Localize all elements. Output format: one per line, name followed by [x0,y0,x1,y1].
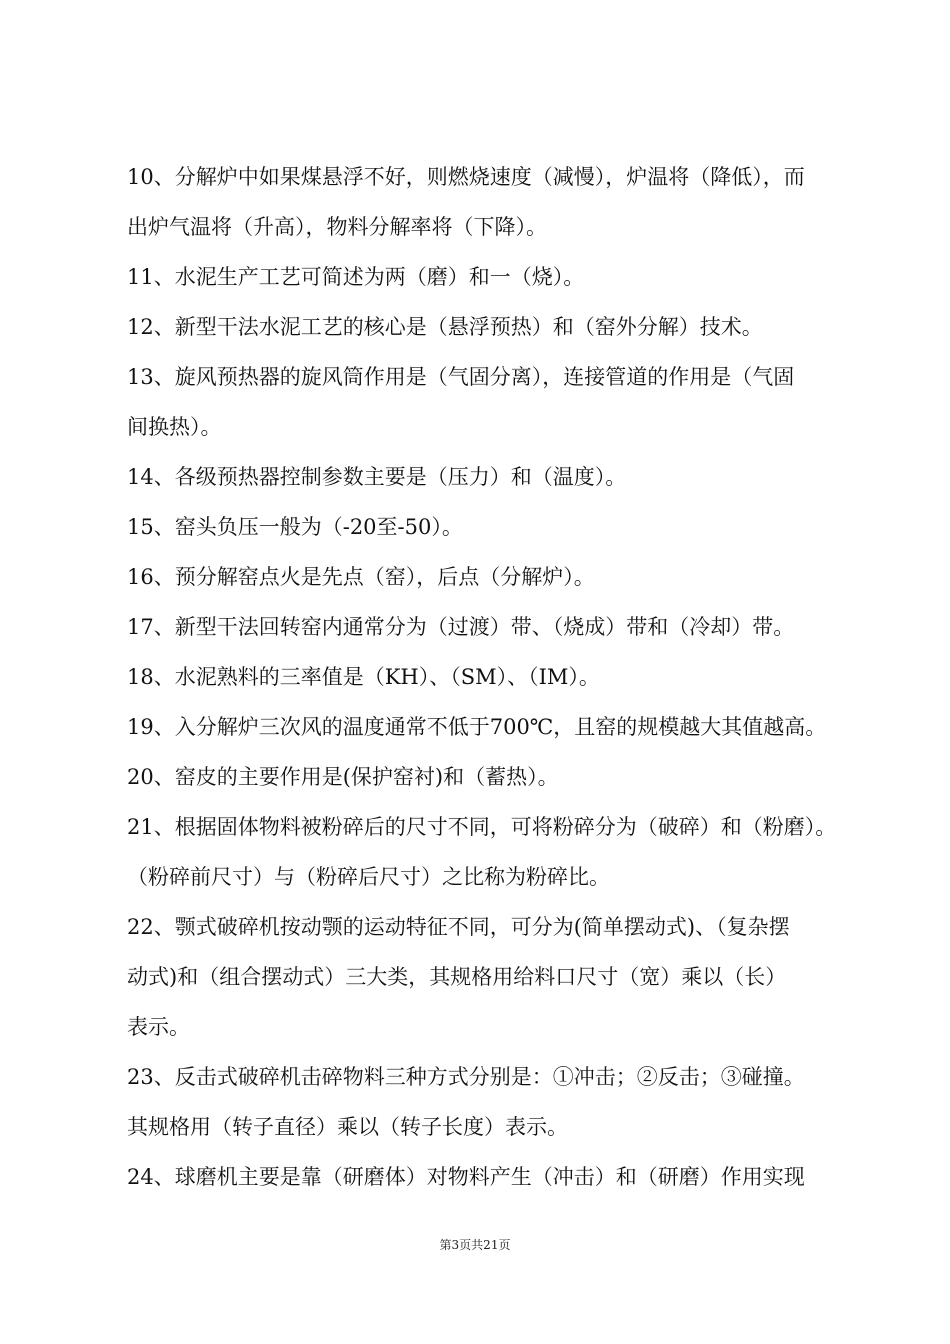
text-line: （粉碎前尺寸）与（粉碎后尺寸）之比称为粉碎比。 [127,865,610,889]
text-line: 23、反击式破碎机击碎物料三种方式分别是：①冲击；②反击；③碰撞。 [127,1065,805,1089]
text-line: 22、颚式破碎机按动颚的运动特征不同，可分为(简单摆动式)、（复杂摆 [127,915,790,939]
text-line: 动式)和（组合摆动式）三大类，其规格用给料口尺寸（宽）乘以（长） [127,965,787,989]
text-line: 17、新型干法回转窑内通常分为（过渡）带、（烧成）带和（冷却）带。 [127,615,795,639]
document-body [127,152,847,1202]
text-line: 15、窑头负压一般为（-20至-50）。 [127,515,463,539]
text-line: 24、球磨机主要是靠（研磨体）对物料产生（冲击）和（研磨）作用实现 [127,1165,805,1189]
text-line: 19、入分解炉三次风的温度通常不低于700℃，且窑的规模越大其值越高。 [127,715,827,739]
text-line: 间换热）。 [127,415,222,439]
text-line: 18、水泥熟料的三率值是（KH）、（SM）、（IM）。 [127,665,600,689]
text-line: 13、旋风预热器的旋风筒作用是（气固分离），连接管道的作用是（气固 [127,365,795,389]
page-number: 第3页共21页 [439,1238,511,1252]
text-line: 表示。 [127,1015,190,1039]
text-line: 10、分解炉中如果煤悬浮不好，则燃烧速度（减慢），炉温将（降低），而 [127,165,805,189]
text-line: 11、水泥生产工艺可简述为两（磨）和一（烧）。 [127,265,585,289]
text-line: 出炉气温将（升高），物料分解率将（下降）。 [127,215,547,239]
text-line: 14、各级预热器控制参数主要是（压力）和（温度）。 [127,465,627,489]
text-line: 12、新型干法水泥工艺的核心是（悬浮预热）和（窑外分解）技术。 [127,315,763,339]
text-line: 21、根据固体物料被粉碎后的尺寸不同，可将粉碎分为（破碎）和（粉磨）。 [127,815,837,839]
text-line: 20、窑皮的主要作用是(保护窑衬)和（蓄热）。 [127,765,559,789]
text-line: 16、预分解窑点火是先点（窑），后点（分解炉）。 [127,565,595,589]
text-line: 其规格用（转子直径）乘以（转子长度）表示。 [127,1115,568,1139]
